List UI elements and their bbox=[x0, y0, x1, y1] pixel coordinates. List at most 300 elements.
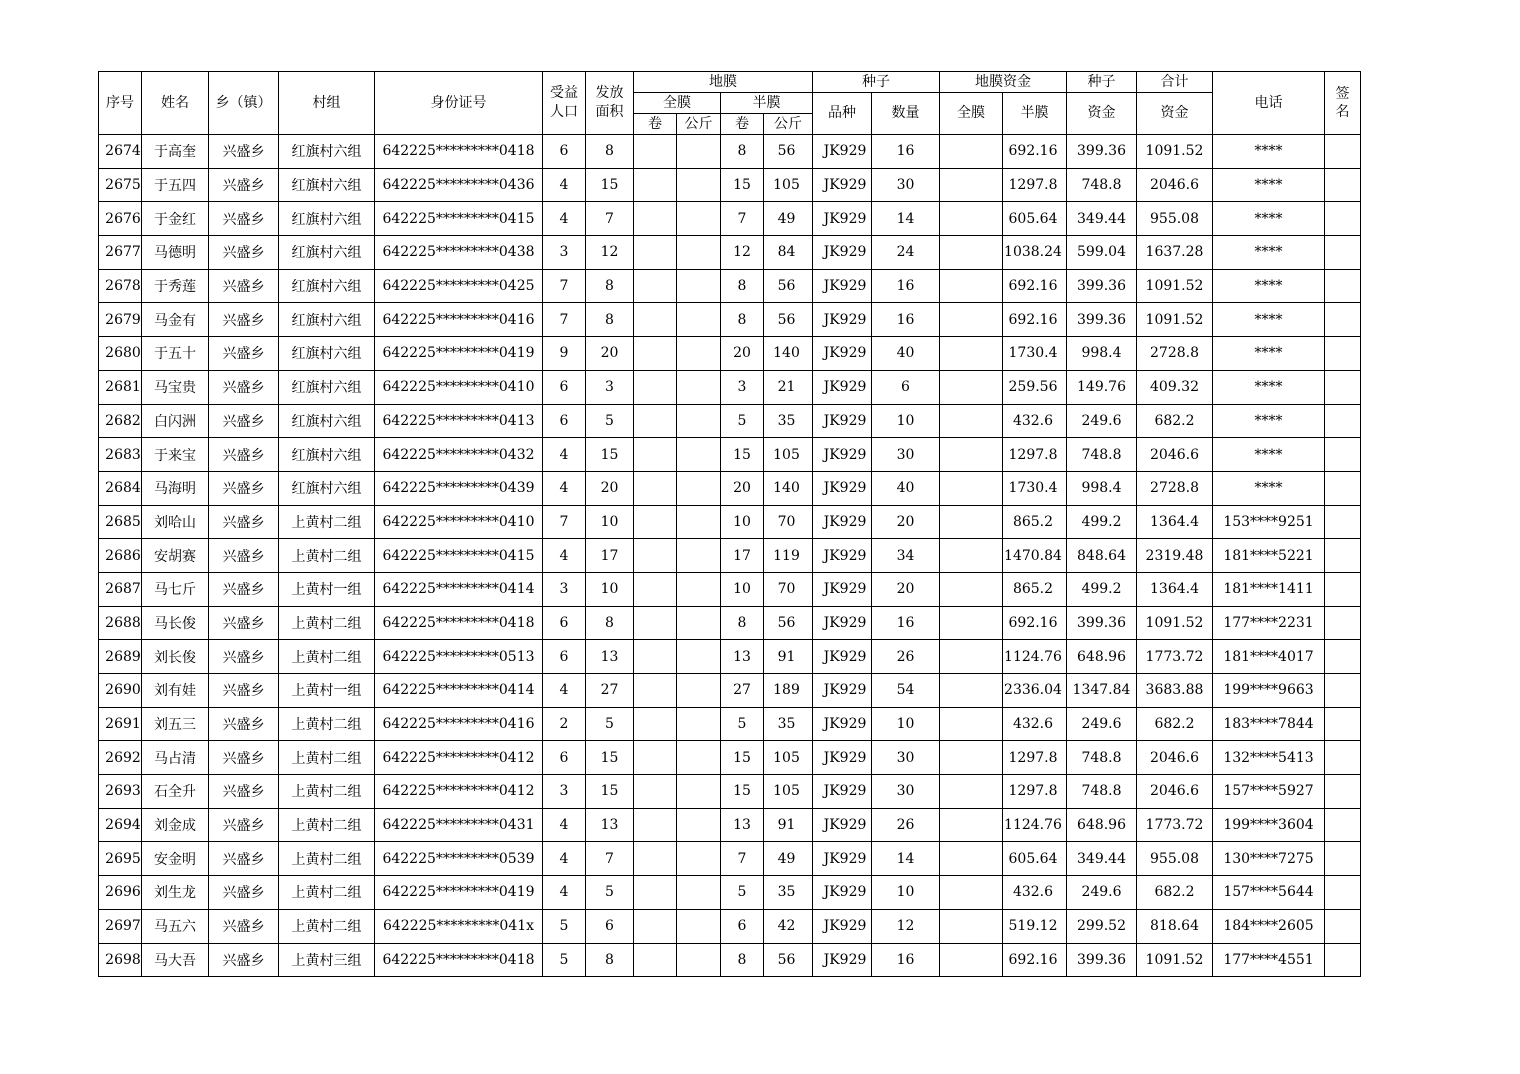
header-full-kg: 公斤 bbox=[677, 114, 721, 135]
cell-town: 兴盛乡 bbox=[209, 909, 279, 943]
cell-half-film-fund: 692.16 bbox=[1003, 269, 1067, 303]
cell-signature bbox=[1325, 236, 1361, 270]
cell-id: 642225*********0439 bbox=[375, 471, 543, 505]
cell-name: 刘生龙 bbox=[142, 876, 209, 910]
cell-town: 兴盛乡 bbox=[209, 236, 279, 270]
cell-seed-fund: 998.4 bbox=[1067, 337, 1137, 371]
cell-half-roll: 8 bbox=[721, 943, 764, 977]
cell-name: 于金红 bbox=[142, 202, 209, 236]
cell-phone: 153****9251 bbox=[1213, 505, 1325, 539]
cell-phone: 130****7275 bbox=[1213, 842, 1325, 876]
cell-full-kg bbox=[677, 539, 721, 573]
cell-quantity: 26 bbox=[872, 808, 940, 842]
cell-seq: 2681 bbox=[99, 370, 142, 404]
cell-total: 818.64 bbox=[1137, 909, 1213, 943]
cell-seed-fund: 399.36 bbox=[1067, 943, 1137, 977]
table-row bbox=[99, 640, 1361, 674]
cell-half-film-fund: 1297.8 bbox=[1003, 741, 1067, 775]
cell-id: 642225*********0410 bbox=[375, 370, 543, 404]
header-total-bottom: 资金 bbox=[1137, 93, 1213, 135]
cell-village: 红旗村六组 bbox=[279, 168, 375, 202]
cell-seed-fund: 399.36 bbox=[1067, 269, 1137, 303]
cell-half-kg: 56 bbox=[764, 135, 813, 169]
cell-full-kg bbox=[677, 438, 721, 472]
cell-seq: 2685 bbox=[99, 505, 142, 539]
cell-full-film-fund bbox=[940, 370, 1003, 404]
cell-beneficiaries: 4 bbox=[543, 168, 586, 202]
cell-full-film-fund bbox=[940, 876, 1003, 910]
cell-variety: JK929 bbox=[813, 606, 872, 640]
cell-half-kg: 56 bbox=[764, 303, 813, 337]
cell-seed-fund: 998.4 bbox=[1067, 471, 1137, 505]
cell-full-film-fund bbox=[940, 471, 1003, 505]
cell-phone: 199****9663 bbox=[1213, 674, 1325, 708]
cell-full-roll bbox=[634, 606, 677, 640]
table-row bbox=[99, 909, 1361, 943]
cell-area: 17 bbox=[586, 539, 634, 573]
cell-full-roll bbox=[634, 135, 677, 169]
cell-town: 兴盛乡 bbox=[209, 471, 279, 505]
cell-variety: JK929 bbox=[813, 471, 872, 505]
cell-area: 10 bbox=[586, 572, 634, 606]
cell-beneficiaries: 4 bbox=[543, 842, 586, 876]
cell-town: 兴盛乡 bbox=[209, 505, 279, 539]
cell-total: 1364.4 bbox=[1137, 505, 1213, 539]
cell-beneficiaries: 2 bbox=[543, 707, 586, 741]
cell-full-kg bbox=[677, 808, 721, 842]
cell-variety: JK929 bbox=[813, 909, 872, 943]
cell-beneficiaries: 3 bbox=[543, 236, 586, 270]
cell-signature bbox=[1325, 135, 1361, 169]
cell-variety: JK929 bbox=[813, 842, 872, 876]
cell-variety: JK929 bbox=[813, 438, 872, 472]
cell-half-film-fund: 1470.84 bbox=[1003, 539, 1067, 573]
header-seed-fund-bottom: 资金 bbox=[1067, 93, 1137, 135]
header-half-film: 半膜 bbox=[721, 93, 813, 114]
cell-phone: **** bbox=[1213, 303, 1325, 337]
cell-phone: **** bbox=[1213, 202, 1325, 236]
cell-quantity: 16 bbox=[872, 606, 940, 640]
cell-quantity: 54 bbox=[872, 674, 940, 708]
header-beneficiaries bbox=[543, 72, 586, 135]
cell-variety: JK929 bbox=[813, 876, 872, 910]
header-half-roll: 卷 bbox=[721, 114, 764, 135]
cell-seq: 2698 bbox=[99, 943, 142, 977]
cell-beneficiaries: 4 bbox=[543, 876, 586, 910]
cell-seed-fund: 748.8 bbox=[1067, 438, 1137, 472]
table-row bbox=[99, 269, 1361, 303]
cell-full-film-fund bbox=[940, 943, 1003, 977]
cell-area: 8 bbox=[586, 303, 634, 337]
cell-total: 1091.52 bbox=[1137, 943, 1213, 977]
cell-full-film-fund bbox=[940, 236, 1003, 270]
cell-full-roll bbox=[634, 842, 677, 876]
cell-seq: 2682 bbox=[99, 404, 142, 438]
cell-id: 642225*********0414 bbox=[375, 572, 543, 606]
cell-full-roll bbox=[634, 236, 677, 270]
cell-full-film-fund bbox=[940, 909, 1003, 943]
cell-full-film-fund bbox=[940, 135, 1003, 169]
cell-seed-fund: 249.6 bbox=[1067, 876, 1137, 910]
cell-total: 1773.72 bbox=[1137, 640, 1213, 674]
cell-seed-fund: 149.76 bbox=[1067, 370, 1137, 404]
cell-id: 642225*********0414 bbox=[375, 674, 543, 708]
cell-name: 马海明 bbox=[142, 471, 209, 505]
cell-area: 12 bbox=[586, 236, 634, 270]
cell-phone: 181****1411 bbox=[1213, 572, 1325, 606]
cell-full-roll bbox=[634, 438, 677, 472]
cell-signature bbox=[1325, 707, 1361, 741]
cell-half-roll: 15 bbox=[721, 775, 764, 809]
cell-half-roll: 15 bbox=[721, 438, 764, 472]
cell-variety: JK929 bbox=[813, 404, 872, 438]
cell-half-film-fund: 1297.8 bbox=[1003, 775, 1067, 809]
cell-phone: **** bbox=[1213, 236, 1325, 270]
cell-village: 上黄村一组 bbox=[279, 572, 375, 606]
cell-town: 兴盛乡 bbox=[209, 876, 279, 910]
cell-phone: 181****5221 bbox=[1213, 539, 1325, 573]
cell-seq: 2695 bbox=[99, 842, 142, 876]
cell-id: 642225*********0431 bbox=[375, 808, 543, 842]
header-area-line2: 面积 bbox=[595, 104, 624, 120]
cell-half-film-fund: 1297.8 bbox=[1003, 168, 1067, 202]
cell-total: 2046.6 bbox=[1137, 438, 1213, 472]
cell-town: 兴盛乡 bbox=[209, 943, 279, 977]
cell-beneficiaries: 5 bbox=[543, 943, 586, 977]
cell-half-kg: 56 bbox=[764, 269, 813, 303]
table-row bbox=[99, 842, 1361, 876]
cell-full-kg bbox=[677, 303, 721, 337]
distribution-table bbox=[98, 71, 1361, 977]
cell-full-kg bbox=[677, 876, 721, 910]
cell-full-kg bbox=[677, 404, 721, 438]
table-row bbox=[99, 337, 1361, 371]
cell-phone: 199****3604 bbox=[1213, 808, 1325, 842]
cell-area: 7 bbox=[586, 202, 634, 236]
cell-phone: **** bbox=[1213, 370, 1325, 404]
cell-id: 642225*********0418 bbox=[375, 606, 543, 640]
cell-signature bbox=[1325, 539, 1361, 573]
cell-beneficiaries: 4 bbox=[543, 471, 586, 505]
cell-full-roll bbox=[634, 168, 677, 202]
cell-seq: 2674 bbox=[99, 135, 142, 169]
cell-signature bbox=[1325, 606, 1361, 640]
cell-half-roll: 17 bbox=[721, 539, 764, 573]
cell-full-kg bbox=[677, 135, 721, 169]
cell-total: 2728.8 bbox=[1137, 471, 1213, 505]
cell-seq: 2684 bbox=[99, 471, 142, 505]
cell-seed-fund: 399.36 bbox=[1067, 606, 1137, 640]
cell-half-roll: 12 bbox=[721, 236, 764, 270]
cell-half-kg: 140 bbox=[764, 471, 813, 505]
cell-half-roll: 5 bbox=[721, 707, 764, 741]
cell-quantity: 30 bbox=[872, 775, 940, 809]
cell-full-roll bbox=[634, 943, 677, 977]
cell-half-film-fund: 519.12 bbox=[1003, 909, 1067, 943]
cell-half-kg: 49 bbox=[764, 202, 813, 236]
cell-phone: 177****2231 bbox=[1213, 606, 1325, 640]
cell-area: 8 bbox=[586, 135, 634, 169]
cell-town: 兴盛乡 bbox=[209, 572, 279, 606]
cell-seed-fund: 648.96 bbox=[1067, 640, 1137, 674]
cell-signature bbox=[1325, 909, 1361, 943]
cell-full-roll bbox=[634, 640, 677, 674]
cell-quantity: 16 bbox=[872, 303, 940, 337]
cell-phone: 177****4551 bbox=[1213, 943, 1325, 977]
cell-name: 于五四 bbox=[142, 168, 209, 202]
cell-half-film-fund: 432.6 bbox=[1003, 876, 1067, 910]
cell-village: 上黄村二组 bbox=[279, 842, 375, 876]
cell-quantity: 14 bbox=[872, 202, 940, 236]
cell-half-roll: 8 bbox=[721, 303, 764, 337]
cell-quantity: 14 bbox=[872, 842, 940, 876]
cell-beneficiaries: 5 bbox=[543, 909, 586, 943]
cell-id: 642225*********0539 bbox=[375, 842, 543, 876]
cell-signature bbox=[1325, 404, 1361, 438]
cell-phone: **** bbox=[1213, 337, 1325, 371]
table-row bbox=[99, 202, 1361, 236]
cell-town: 兴盛乡 bbox=[209, 269, 279, 303]
cell-full-film-fund bbox=[940, 741, 1003, 775]
cell-full-kg bbox=[677, 236, 721, 270]
table-row bbox=[99, 135, 1361, 169]
cell-full-film-fund bbox=[940, 707, 1003, 741]
cell-half-kg: 91 bbox=[764, 808, 813, 842]
cell-area: 8 bbox=[586, 943, 634, 977]
cell-seq: 2696 bbox=[99, 876, 142, 910]
cell-total: 1637.28 bbox=[1137, 236, 1213, 270]
cell-village: 红旗村六组 bbox=[279, 236, 375, 270]
cell-seq: 2694 bbox=[99, 808, 142, 842]
cell-town: 兴盛乡 bbox=[209, 741, 279, 775]
cell-half-roll: 8 bbox=[721, 606, 764, 640]
cell-variety: JK929 bbox=[813, 943, 872, 977]
cell-seed-fund: 349.44 bbox=[1067, 842, 1137, 876]
cell-town: 兴盛乡 bbox=[209, 168, 279, 202]
cell-area: 5 bbox=[586, 707, 634, 741]
cell-name: 刘有娃 bbox=[142, 674, 209, 708]
cell-half-roll: 7 bbox=[721, 842, 764, 876]
cell-half-film-fund: 259.56 bbox=[1003, 370, 1067, 404]
cell-town: 兴盛乡 bbox=[209, 842, 279, 876]
cell-town: 兴盛乡 bbox=[209, 808, 279, 842]
cell-town: 兴盛乡 bbox=[209, 337, 279, 371]
cell-village: 上黄村二组 bbox=[279, 539, 375, 573]
cell-phone: **** bbox=[1213, 471, 1325, 505]
header-half-kg: 公斤 bbox=[764, 114, 813, 135]
cell-full-film-fund bbox=[940, 404, 1003, 438]
cell-town: 兴盛乡 bbox=[209, 438, 279, 472]
table-row bbox=[99, 707, 1361, 741]
cell-village: 红旗村六组 bbox=[279, 202, 375, 236]
cell-id: 642225*********041x bbox=[375, 909, 543, 943]
cell-seed-fund: 349.44 bbox=[1067, 202, 1137, 236]
cell-seed-fund: 748.8 bbox=[1067, 775, 1137, 809]
cell-half-film-fund: 865.2 bbox=[1003, 505, 1067, 539]
cell-half-film-fund: 1730.4 bbox=[1003, 471, 1067, 505]
cell-total: 2046.6 bbox=[1137, 168, 1213, 202]
cell-half-film-fund: 692.16 bbox=[1003, 943, 1067, 977]
cell-beneficiaries: 4 bbox=[543, 438, 586, 472]
cell-full-kg bbox=[677, 471, 721, 505]
cell-full-roll bbox=[634, 202, 677, 236]
cell-full-film-fund bbox=[940, 539, 1003, 573]
cell-area: 7 bbox=[586, 842, 634, 876]
cell-variety: JK929 bbox=[813, 707, 872, 741]
cell-half-roll: 10 bbox=[721, 505, 764, 539]
table-row bbox=[99, 808, 1361, 842]
cell-seed-fund: 599.04 bbox=[1067, 236, 1137, 270]
cell-signature bbox=[1325, 505, 1361, 539]
cell-phone: **** bbox=[1213, 404, 1325, 438]
cell-village: 上黄村二组 bbox=[279, 606, 375, 640]
cell-quantity: 26 bbox=[872, 640, 940, 674]
cell-half-kg: 35 bbox=[764, 707, 813, 741]
cell-full-film-fund bbox=[940, 303, 1003, 337]
cell-full-film-fund bbox=[940, 775, 1003, 809]
cell-village: 红旗村六组 bbox=[279, 438, 375, 472]
cell-beneficiaries: 7 bbox=[543, 505, 586, 539]
cell-total: 409.32 bbox=[1137, 370, 1213, 404]
cell-id: 642225*********0436 bbox=[375, 168, 543, 202]
cell-half-film-fund: 692.16 bbox=[1003, 606, 1067, 640]
cell-full-film-fund bbox=[940, 168, 1003, 202]
cell-phone: 183****7844 bbox=[1213, 707, 1325, 741]
cell-town: 兴盛乡 bbox=[209, 303, 279, 337]
cell-signature bbox=[1325, 471, 1361, 505]
cell-beneficiaries: 7 bbox=[543, 269, 586, 303]
header-beneficiaries-line2: 人口 bbox=[550, 104, 578, 120]
cell-half-roll: 7 bbox=[721, 202, 764, 236]
cell-variety: JK929 bbox=[813, 168, 872, 202]
table-row bbox=[99, 741, 1361, 775]
cell-village: 红旗村六组 bbox=[279, 337, 375, 371]
cell-quantity: 40 bbox=[872, 337, 940, 371]
cell-total: 2046.6 bbox=[1137, 775, 1213, 809]
table-row bbox=[99, 775, 1361, 809]
cell-signature bbox=[1325, 674, 1361, 708]
table-row bbox=[99, 404, 1361, 438]
cell-name: 刘五三 bbox=[142, 707, 209, 741]
cell-variety: JK929 bbox=[813, 236, 872, 270]
cell-total: 3683.88 bbox=[1137, 674, 1213, 708]
cell-village: 红旗村六组 bbox=[279, 404, 375, 438]
cell-full-roll bbox=[634, 909, 677, 943]
cell-full-film-fund bbox=[940, 640, 1003, 674]
cell-village: 红旗村六组 bbox=[279, 269, 375, 303]
cell-village: 上黄村二组 bbox=[279, 505, 375, 539]
cell-quantity: 12 bbox=[872, 909, 940, 943]
cell-signature bbox=[1325, 876, 1361, 910]
cell-village: 红旗村六组 bbox=[279, 303, 375, 337]
cell-village: 红旗村六组 bbox=[279, 135, 375, 169]
cell-town: 兴盛乡 bbox=[209, 775, 279, 809]
cell-village: 上黄村二组 bbox=[279, 707, 375, 741]
cell-village: 红旗村六组 bbox=[279, 471, 375, 505]
cell-seed-fund: 748.8 bbox=[1067, 741, 1137, 775]
cell-half-kg: 42 bbox=[764, 909, 813, 943]
cell-half-film-fund: 1124.76 bbox=[1003, 640, 1067, 674]
cell-half-kg: 35 bbox=[764, 404, 813, 438]
cell-variety: JK929 bbox=[813, 135, 872, 169]
cell-seq: 2688 bbox=[99, 606, 142, 640]
cell-name: 于来宝 bbox=[142, 438, 209, 472]
cell-variety: JK929 bbox=[813, 808, 872, 842]
cell-beneficiaries: 6 bbox=[543, 741, 586, 775]
cell-total: 2728.8 bbox=[1137, 337, 1213, 371]
header-beneficiaries-line1: 受益 bbox=[550, 85, 578, 101]
cell-full-kg bbox=[677, 707, 721, 741]
cell-town: 兴盛乡 bbox=[209, 370, 279, 404]
cell-total: 1091.52 bbox=[1137, 303, 1213, 337]
cell-beneficiaries: 6 bbox=[543, 135, 586, 169]
cell-full-kg bbox=[677, 606, 721, 640]
cell-signature bbox=[1325, 438, 1361, 472]
cell-half-film-fund: 692.16 bbox=[1003, 303, 1067, 337]
cell-full-film-fund bbox=[940, 606, 1003, 640]
cell-village: 上黄村二组 bbox=[279, 741, 375, 775]
cell-village: 上黄村二组 bbox=[279, 876, 375, 910]
cell-variety: JK929 bbox=[813, 303, 872, 337]
cell-seed-fund: 249.6 bbox=[1067, 707, 1137, 741]
cell-signature bbox=[1325, 943, 1361, 977]
cell-town: 兴盛乡 bbox=[209, 640, 279, 674]
table-row bbox=[99, 943, 1361, 977]
cell-name: 于五十 bbox=[142, 337, 209, 371]
cell-seq: 2677 bbox=[99, 236, 142, 270]
cell-quantity: 24 bbox=[872, 236, 940, 270]
cell-half-roll: 15 bbox=[721, 741, 764, 775]
cell-beneficiaries: 6 bbox=[543, 404, 586, 438]
cell-full-film-fund bbox=[940, 505, 1003, 539]
cell-id: 642225*********0419 bbox=[375, 337, 543, 371]
cell-village: 上黄村二组 bbox=[279, 909, 375, 943]
cell-full-kg bbox=[677, 775, 721, 809]
header-total-top: 合计 bbox=[1137, 72, 1213, 93]
cell-half-roll: 13 bbox=[721, 640, 764, 674]
cell-area: 20 bbox=[586, 337, 634, 371]
cell-full-kg bbox=[677, 269, 721, 303]
cell-id: 642225*********0415 bbox=[375, 539, 543, 573]
cell-area: 15 bbox=[586, 438, 634, 472]
header-seq: 序号 bbox=[99, 72, 142, 135]
cell-half-roll: 6 bbox=[721, 909, 764, 943]
cell-phone: **** bbox=[1213, 438, 1325, 472]
cell-village: 上黄村二组 bbox=[279, 640, 375, 674]
header-full-roll: 卷 bbox=[634, 114, 677, 135]
cell-total: 682.2 bbox=[1137, 876, 1213, 910]
cell-full-roll bbox=[634, 505, 677, 539]
cell-seq: 2689 bbox=[99, 640, 142, 674]
cell-beneficiaries: 6 bbox=[543, 606, 586, 640]
cell-area: 20 bbox=[586, 471, 634, 505]
cell-area: 13 bbox=[586, 808, 634, 842]
cell-area: 13 bbox=[586, 640, 634, 674]
header-film-fund: 地膜资金 bbox=[940, 72, 1067, 93]
cell-total: 2046.6 bbox=[1137, 741, 1213, 775]
cell-phone: 184****2605 bbox=[1213, 909, 1325, 943]
cell-name: 于秀莲 bbox=[142, 269, 209, 303]
table-row bbox=[99, 303, 1361, 337]
cell-phone: 157****5927 bbox=[1213, 775, 1325, 809]
cell-full-roll bbox=[634, 707, 677, 741]
cell-area: 3 bbox=[586, 370, 634, 404]
cell-seq: 2691 bbox=[99, 707, 142, 741]
cell-id: 642225*********0416 bbox=[375, 707, 543, 741]
table-header bbox=[99, 72, 1361, 135]
table-body bbox=[99, 135, 1361, 977]
cell-total: 1364.4 bbox=[1137, 572, 1213, 606]
